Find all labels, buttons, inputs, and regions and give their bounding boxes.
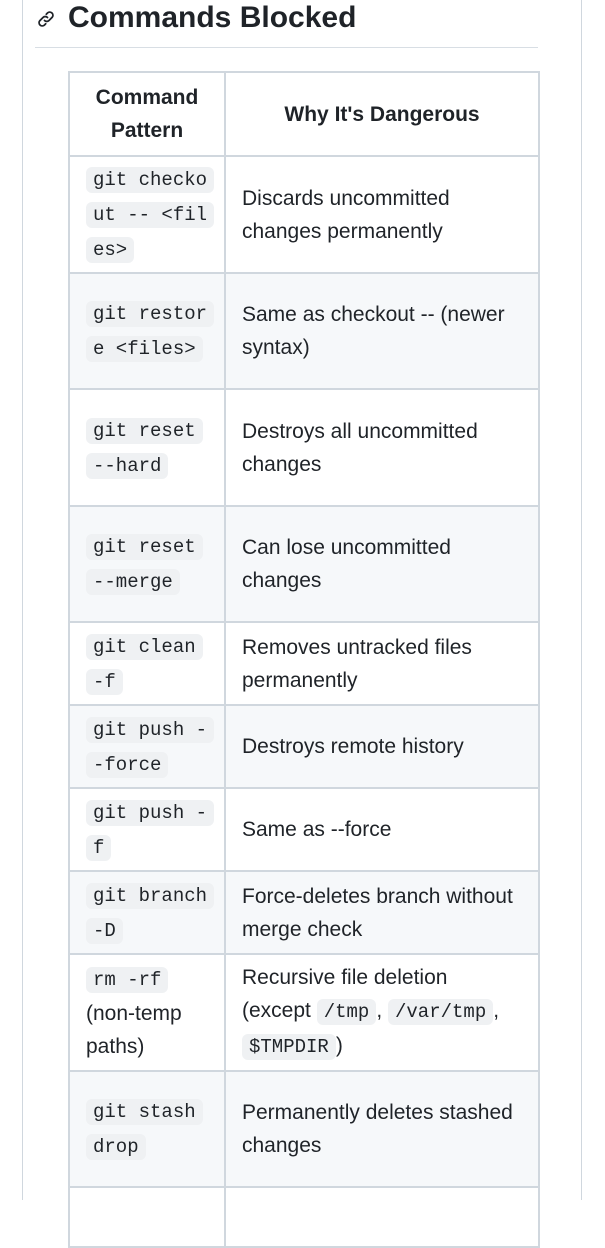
why-cell: Permanently deletes stashed changes bbox=[225, 1071, 539, 1187]
why-cell: Recursive file deletion (except /tmp , /var/tmp , $TMPDIR ) bbox=[225, 954, 539, 1071]
table-row bbox=[69, 622, 539, 705]
pattern-cell bbox=[69, 506, 225, 622]
column-header-why: Why It's Dangerous bbox=[225, 72, 539, 156]
table-row bbox=[69, 273, 539, 389]
command-code: git stash drop bbox=[86, 1099, 203, 1160]
why-text: Recursive file deletion (except bbox=[242, 966, 448, 1022]
why-cell: Removes untracked files permanently bbox=[225, 622, 539, 705]
command-code: git reset --merge bbox=[86, 534, 203, 595]
table-row bbox=[69, 389, 539, 506]
command-code: git branch -D bbox=[86, 883, 214, 944]
pattern-cell bbox=[69, 273, 225, 389]
pattern-cell bbox=[69, 871, 225, 954]
why-cell: Force-deletes branch without merge check bbox=[225, 871, 539, 954]
page-title: Commands Blocked bbox=[68, 1, 357, 34]
table-row bbox=[69, 954, 539, 1071]
path-code-tmp: /tmp bbox=[317, 999, 377, 1025]
why-text-close: ) bbox=[335, 1034, 343, 1057]
column-header-pattern: Command Pattern bbox=[69, 72, 225, 156]
pattern-cell bbox=[69, 705, 225, 788]
pattern-cell bbox=[69, 622, 225, 705]
commands-table bbox=[68, 71, 540, 1248]
table-row bbox=[69, 788, 539, 871]
pattern-cell bbox=[69, 389, 225, 506]
why-cell: Discards uncommitted changes permanently bbox=[225, 156, 539, 273]
why-cell: Same as --force bbox=[225, 788, 539, 871]
table-row bbox=[69, 871, 539, 954]
pattern-cell bbox=[69, 1187, 225, 1247]
pattern-cell bbox=[69, 1071, 225, 1187]
table-row bbox=[69, 506, 539, 622]
link-icon[interactable] bbox=[35, 8, 57, 30]
why-cell: Can lose uncommitted changes bbox=[225, 506, 539, 622]
why-cell bbox=[225, 1187, 539, 1247]
table-header-row bbox=[69, 72, 539, 156]
pattern-cell bbox=[69, 156, 225, 273]
table-row bbox=[69, 705, 539, 788]
why-cell: Destroys all uncommitted changes bbox=[225, 389, 539, 506]
table-row bbox=[69, 1187, 539, 1247]
why-cell: Destroys remote history bbox=[225, 705, 539, 788]
content-panel bbox=[22, 0, 582, 1200]
pattern-note: (non-temp paths) bbox=[86, 1002, 182, 1058]
path-code-tmpdir: $TMPDIR bbox=[242, 1034, 336, 1060]
pattern-cell bbox=[69, 954, 225, 1071]
command-code: git restore <files> bbox=[86, 301, 214, 362]
command-code: git push -f bbox=[86, 800, 214, 861]
table-row bbox=[69, 156, 539, 273]
pattern-cell bbox=[69, 788, 225, 871]
command-code: rm -rf bbox=[86, 967, 168, 993]
command-code: git clean -f bbox=[86, 634, 203, 695]
table-row bbox=[69, 1071, 539, 1187]
why-cell: Same as checkout -- (newer syntax) bbox=[225, 273, 539, 389]
command-code: git reset --hard bbox=[86, 418, 203, 479]
command-code: git push --force bbox=[86, 717, 214, 778]
path-code-var-tmp: /var/tmp bbox=[388, 999, 493, 1025]
command-code: git checkout -- <files> bbox=[86, 167, 214, 263]
section-heading bbox=[35, 0, 538, 48]
